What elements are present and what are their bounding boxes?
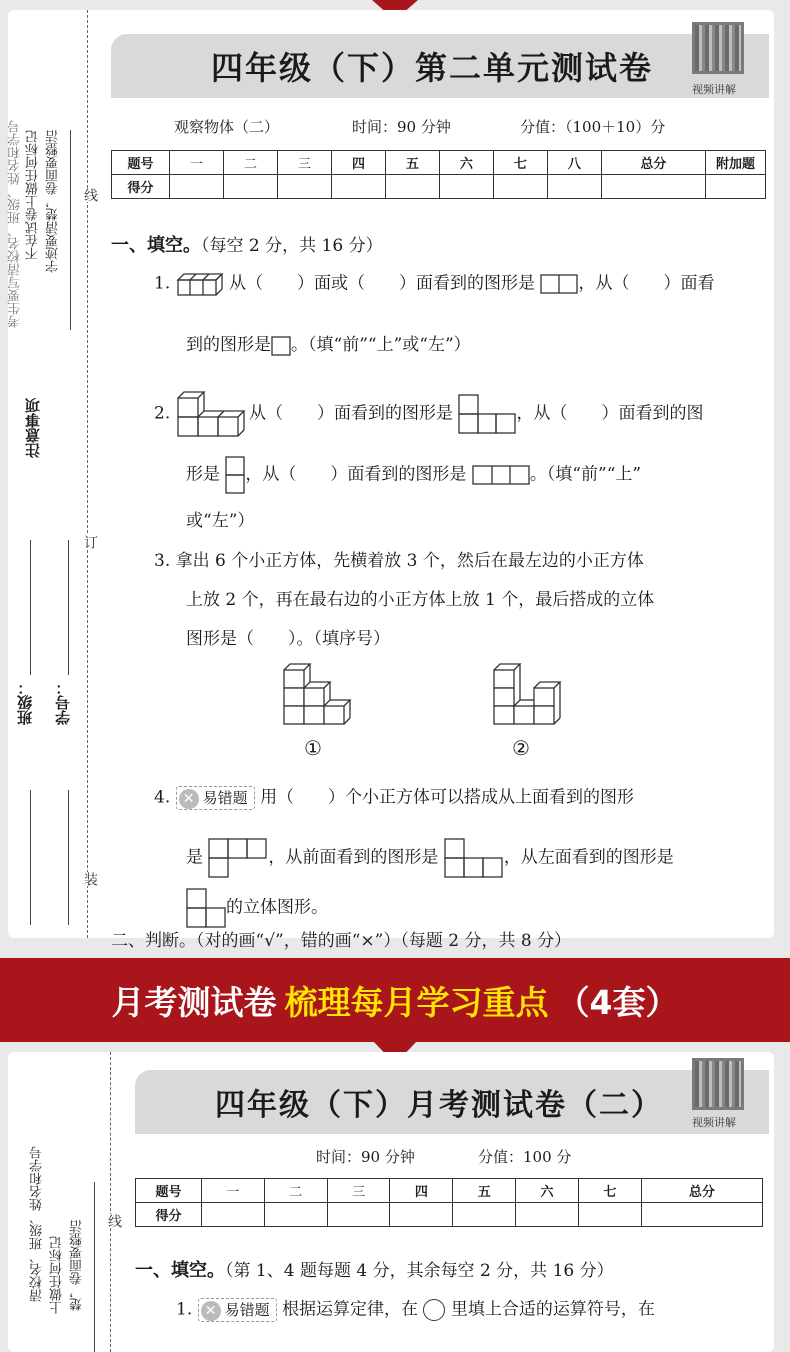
q4-line1 — [154, 786, 634, 810]
q2-line2 — [186, 456, 641, 494]
q4-text-3: ，从前面看到的图形是 — [268, 847, 439, 868]
score-header-cell: 三 — [277, 151, 331, 175]
one-square-view-icon — [271, 336, 291, 356]
number-blank — [68, 540, 69, 675]
score-input-cell[interactable] — [578, 1203, 641, 1227]
q1-line1-2 — [176, 1298, 655, 1322]
q1-text-2: ，从（ ）面看 — [578, 273, 715, 294]
q3-option-2-label: ② — [512, 736, 530, 760]
error-prone-tag — [176, 786, 255, 810]
name-blank — [30, 790, 31, 925]
q3-figure-2 — [492, 656, 562, 730]
top-view-shape-icon — [208, 838, 268, 878]
q1-text-3: 到的图形是 — [186, 335, 271, 355]
score-header-cell: 五 — [453, 1179, 516, 1203]
q4-text: 用（ ）个小正方体可以搭成从上面看到的图形 — [260, 787, 635, 808]
q1-text-4: 。（填“前”“上”或“左”） — [291, 335, 471, 355]
binding-note-2-3: 楚，卷面要整洁 — [70, 1220, 85, 1311]
qr-code-icon-2[interactable] — [692, 1058, 744, 1110]
error-prone-tag-label-2: 易错题 — [224, 1301, 270, 1319]
section1-note-2: （第 1、4 题每题 4 分，其余每空 2 分，共 16 分） — [225, 1261, 614, 1281]
score-input-cell[interactable] — [601, 175, 705, 199]
binding-divider-2 — [94, 1182, 95, 1352]
cut-mark-bind: 订 — [82, 535, 98, 549]
qr-caption-2: 视频讲解 — [692, 1116, 736, 1129]
q4-line3 — [186, 888, 328, 928]
score-row-label: 得分 — [112, 175, 170, 199]
q3-line3: 图形是（ ）。（填序号） — [186, 629, 390, 649]
error-prone-tag-2 — [198, 1298, 277, 1322]
meta-topic: 观察物体（二） — [174, 118, 280, 136]
score-header-cell: 二 — [223, 151, 277, 175]
title-bar — [111, 34, 769, 98]
cube-l-shape-3d-icon — [176, 390, 244, 438]
front-view-shape-icon — [444, 838, 504, 878]
number-label: 学号： — [54, 680, 72, 725]
exam-sheet-unit2 — [8, 10, 774, 951]
score-header-row — [112, 151, 766, 175]
score-input-cell[interactable] — [277, 175, 331, 199]
score-table-2 — [135, 1178, 763, 1227]
score-header-cell: 一 — [170, 151, 224, 175]
close-circle-icon: ✕ — [201, 1301, 221, 1321]
score-input-cell[interactable] — [439, 175, 493, 199]
score-header-cell: 四 — [331, 151, 385, 175]
q2-line1 — [154, 390, 703, 438]
score-input-cell[interactable] — [493, 175, 547, 199]
school-blank — [68, 790, 69, 925]
section1-title-2: 一、填空。 — [135, 1260, 225, 1281]
answer-circle-icon[interactable] — [423, 1299, 445, 1321]
section1-heading-2 — [135, 1256, 614, 1282]
l-shape-view-icon — [458, 394, 516, 434]
score-input-cell[interactable] — [706, 175, 766, 199]
page-title-2: 四年级（下）月考测试卷（二） — [215, 1088, 663, 1123]
q3-option-1-label: ① — [304, 736, 322, 760]
three-square-view-icon — [472, 465, 530, 485]
meta-score: 分值：（100＋10）分 — [520, 118, 666, 136]
score-header-cell: 三 — [327, 1179, 390, 1203]
score-header-cell: 七 — [578, 1179, 641, 1203]
page-title: 四年级（下）第二单元测试卷 — [211, 49, 654, 87]
q4-number: 4. — [154, 787, 171, 808]
score-header-cell: 总分 — [601, 151, 705, 175]
score-value-row — [112, 175, 766, 199]
meta-score-2: 分值：100 分 — [478, 1148, 572, 1166]
left-view-shape-icon — [186, 888, 226, 928]
binding-heading: 注意事项 — [24, 398, 42, 458]
binding-note-2-2: 上做任何标记 — [50, 1236, 65, 1314]
q4-text-2: 是 — [186, 847, 203, 868]
q4-text-4: ，从左面看到的图形是 — [503, 847, 674, 868]
score-input-cell[interactable] — [170, 175, 224, 199]
binding-note-3: 字迹要清楚，卷面要整洁 — [46, 130, 61, 273]
error-prone-tag-label: 易错题 — [202, 789, 248, 807]
score-header-cell: 六 — [516, 1179, 579, 1203]
score-input-cell[interactable] — [385, 175, 439, 199]
score-input-cell[interactable] — [516, 1203, 579, 1227]
q1-line2 — [186, 334, 471, 356]
score-header-cell: 六 — [439, 151, 493, 175]
q4-line2 — [186, 838, 674, 878]
banner-count: （4套） — [556, 982, 679, 1022]
score-input-cell[interactable] — [641, 1203, 762, 1227]
q1-number: 1. — [154, 273, 171, 294]
score-header-cell: 总分 — [641, 1179, 762, 1203]
section1-note: （每空 2 分，共 16 分） — [201, 236, 383, 256]
score-header-cell: 题号 — [112, 151, 170, 175]
q2-text: 从（ ）面看到的图形是 — [249, 403, 454, 424]
binding-note-1: 考生要写清校名、班级、姓名和学号 — [8, 120, 23, 328]
q2-text-2: ，从（ ）面看到的图 — [516, 403, 704, 424]
cut-mark-line-2: 线 — [106, 1214, 122, 1228]
qr-caption: 视频讲解 — [692, 83, 736, 96]
q1-text-2a: 根据运算定律，在 — [282, 1299, 419, 1320]
score-value-row-2 — [136, 1203, 763, 1227]
cut-mark-staple: 装 — [82, 872, 98, 886]
score-input-cell[interactable] — [327, 1203, 390, 1227]
score-header-cell: 题号 — [136, 1179, 202, 1203]
title-bar-2 — [135, 1070, 769, 1134]
score-header-cell: 附加题 — [706, 151, 766, 175]
q1-text-2b: 里填上合适的运算符号，在 — [450, 1299, 655, 1320]
score-header-cell: 八 — [547, 151, 601, 175]
promo-banner — [0, 958, 790, 1042]
q3-line1: 3. 拿出 6 个小正方体，先横着放 3 个，然后在最左边的小正方体 — [154, 551, 644, 571]
q2-number: 2. — [154, 403, 171, 424]
q3-line2: 上放 2 个，再在最右边的小正方体上放 1 个，最后搭成的立体 — [186, 590, 655, 610]
score-header-cell: 五 — [385, 151, 439, 175]
score-header-cell: 四 — [390, 1179, 453, 1203]
q2-text-5: 。（填“前”“上” — [529, 464, 642, 485]
class-blank — [30, 540, 31, 675]
two-square-view-icon — [540, 274, 578, 294]
q3-figure-1 — [282, 656, 352, 730]
q2-text-3: 形是 — [186, 464, 220, 485]
q4-text-5: 的立体图形。 — [226, 897, 328, 918]
section1-title: 一、填空。 — [111, 235, 201, 256]
cut-mark-line: 线 — [82, 188, 98, 202]
q2-text-4: ，从（ ）面看到的图形是 — [245, 464, 467, 485]
section1-heading — [111, 231, 383, 257]
meta-time: 时间：90 分钟 — [352, 118, 451, 136]
score-table — [111, 150, 766, 199]
score-header-cell: 二 — [264, 1179, 327, 1203]
vertical-two-square-icon — [225, 456, 245, 494]
qr-code-icon[interactable] — [692, 22, 744, 74]
q1-text: 从（ ）面或（ ）面看到的图形是 — [229, 273, 536, 294]
score-header-cell: 七 — [493, 151, 547, 175]
score-input-cell[interactable] — [453, 1203, 516, 1227]
exam-sheet-monthly — [8, 1052, 774, 1352]
q2-line3: 或“左”） — [186, 511, 255, 531]
q1-line1 — [154, 272, 714, 296]
binding-margin-2 — [8, 1052, 122, 1352]
score-header-cell: 一 — [202, 1179, 265, 1203]
binding-margin — [8, 10, 98, 938]
score-input-cell[interactable] — [390, 1203, 453, 1227]
score-input-cell[interactable] — [202, 1203, 265, 1227]
class-label: 班级： — [16, 680, 34, 725]
score-input-cell[interactable] — [331, 175, 385, 199]
banner-title: 月考测试卷 — [111, 982, 277, 1022]
binding-note-2-1: 清校名、班级、姓名和学号 — [30, 1146, 45, 1302]
banner-highlight: 梳理每月学习重点 — [284, 982, 549, 1022]
score-row-label-2: 得分 — [136, 1203, 202, 1227]
section2-heading-cut: 二、判断。（对的画“√”，错的画“×”）（每题 2 分，共 8 分） — [111, 931, 572, 951]
score-input-cell[interactable] — [264, 1203, 327, 1227]
meta-time-2: 时间：90 分钟 — [316, 1148, 415, 1166]
score-input-cell[interactable] — [547, 175, 601, 199]
binding-divider — [70, 130, 71, 330]
score-header-row-2 — [136, 1179, 763, 1203]
close-circle-icon: ✕ — [179, 789, 199, 809]
cube-stack-3d-icon — [176, 272, 224, 296]
q1-number-2: 1. — [176, 1299, 193, 1320]
score-input-cell[interactable] — [223, 175, 277, 199]
binding-note-2: 不在试卷上做任何标记 — [26, 130, 41, 260]
